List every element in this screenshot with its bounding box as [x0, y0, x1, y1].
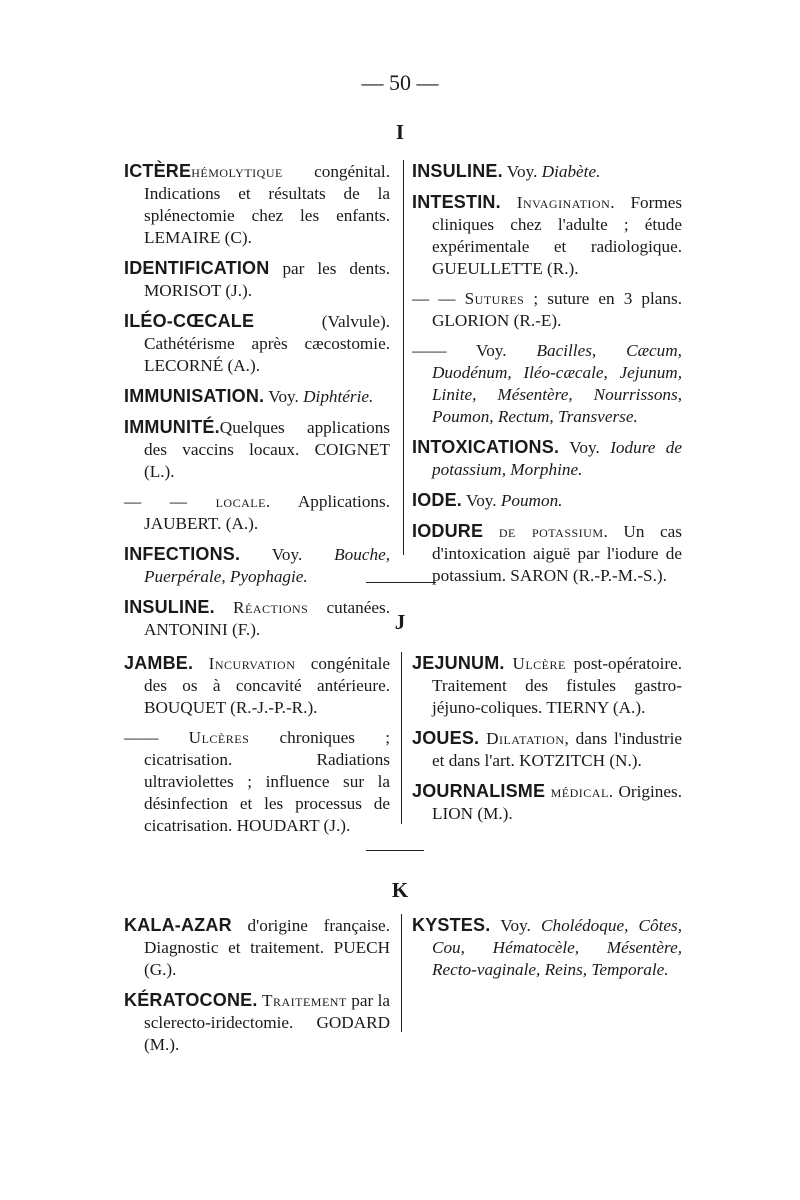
index-entry — [124, 491, 390, 535]
entry-text: par les dents. MORISOT (J.). — [144, 259, 390, 300]
index-entry — [412, 191, 682, 280]
entry-heading: ICTÈRE — [124, 161, 192, 181]
entry-heading: —— — [412, 341, 447, 360]
entry-text: par la sclerecto-iridectomie. GODARD (M.). — [144, 991, 390, 1054]
entry-text: hémolytique — [191, 162, 283, 181]
entry-text: Incurvation — [208, 654, 296, 673]
entry-heading: IODURE — [412, 521, 484, 541]
index-entry — [412, 436, 682, 481]
section-separator — [366, 850, 424, 851]
entry-text: post-opératoire. Traitement des fistules gastro-jéjuno-coliques. TIERNY (A.). — [432, 654, 683, 717]
entry-heading: KALA-AZAR — [124, 915, 232, 935]
section-separator — [366, 582, 436, 583]
entry-heading: INSULINE. — [124, 597, 215, 617]
entry-heading: JOURNALISME — [412, 781, 546, 801]
section-i-right-column — [412, 160, 682, 595]
index-entry — [124, 385, 390, 408]
entry-text: . Formes cliniques chez l'adulte ; étude expérimentale et radiologique. GUEULLETTE (R.). — [432, 193, 683, 278]
entry-text: congénital. Indications et résultats de la splénectomie chez les enfants. LEMAIRE (C). — [144, 162, 390, 247]
entry-heading: ILÉO-CŒCALE — [124, 311, 255, 331]
entry-text: Voy. — [490, 916, 542, 935]
entry-text: , dans l'industrie et dans l'art. KOTZITCH (N.). — [432, 729, 682, 770]
index-entry — [412, 914, 682, 981]
entry-text: locale — [215, 492, 266, 511]
cross-reference: Bacilles, Cæcum, Duodénum, Iléo-cæcale, Jejunum, Linite, Mésentère, Nourrissons, Poumon, Rectum, Transverse. — [432, 341, 682, 426]
section-i-left-column — [124, 160, 390, 649]
entry-text: Dilatation — [486, 729, 565, 748]
entry-text: Voy. — [462, 491, 501, 510]
page-number: — 50 — — [361, 70, 439, 95]
entry-heading: INFECTIONS. — [124, 544, 241, 564]
index-entry — [124, 989, 390, 1056]
cross-reference: Diphtérie. — [303, 387, 374, 406]
cross-reference: Iodure de potassium, Morphine. — [432, 438, 682, 479]
section-letter-i: I — [395, 120, 405, 144]
entry-text — [483, 522, 499, 541]
index-entry — [412, 489, 682, 512]
cross-reference: Bouche, Puerpérale, Pyophagie. — [144, 545, 390, 586]
cross-reference: Cholédoque, Côtes, Cou, Hématocèle, Mésentère, Recto-vaginale, Reins, Temporale. — [432, 916, 682, 979]
section-letter-j: J — [394, 610, 406, 634]
entry-text: congénitale des os à concavité antérieure. BOUQUET (R.-J.-P.-R.). — [144, 654, 390, 717]
entry-heading: INTOXICATIONS. — [412, 437, 560, 457]
entry-text: Voy. — [264, 387, 304, 406]
section-j-right-column — [412, 652, 682, 833]
entry-text: Invagination — [516, 193, 611, 212]
section-k-right-column — [412, 914, 682, 989]
index-entry — [124, 727, 390, 837]
entry-heading: KÉRATOCONE. — [124, 990, 258, 1010]
section-letter-k: K — [391, 878, 409, 902]
index-entry — [412, 652, 682, 719]
index-entry — [124, 652, 390, 719]
entry-text — [455, 289, 464, 308]
index-entry — [124, 160, 390, 249]
entry-text: Ulcère — [512, 654, 566, 673]
index-entry — [124, 543, 390, 588]
entry-text: (Valvule). Cathétérisme après cæcostomie. LECORNÉ (A.). — [144, 312, 390, 375]
index-entry — [412, 340, 682, 428]
section-k-left-column — [124, 914, 390, 1064]
entry-text — [193, 654, 208, 673]
entry-text — [501, 193, 517, 212]
index-entry — [412, 160, 682, 183]
entry-text: Quelques applications des vaccins locaux. COIGNET (L.). — [144, 418, 390, 481]
entry-text: ; suture en 3 plans. GLORION (R.-E). — [432, 289, 683, 330]
entry-heading: INTESTIN. — [412, 192, 501, 212]
entry-text — [187, 492, 216, 511]
index-entry — [412, 288, 682, 332]
entry-text: Voy. — [502, 162, 542, 181]
entry-text: . Origines. LION (M.). — [432, 782, 682, 823]
index-entry — [412, 780, 682, 825]
entry-heading: — — — [412, 289, 456, 308]
index-entry — [412, 727, 682, 772]
entry-text: Voy. — [446, 341, 537, 360]
entry-heading: IODE. — [412, 490, 463, 510]
entry-heading: INSULINE. — [412, 161, 503, 181]
entry-text: médical — [550, 782, 609, 801]
entry-text: chroniques ; cicatrisation. Radiations ultraviolettes ; influence sur la désinfection et les processus de cicatrisation. HOUDART (J.). — [144, 728, 390, 835]
index-entry — [124, 310, 390, 377]
entry-text: d'origine française. Diagnostic et traitement. PUECH (G.). — [144, 916, 390, 979]
entry-text: cutanées. ANTONINI (F.). — [144, 598, 391, 639]
entry-heading: —— — [124, 728, 159, 747]
entry-heading: IDENTIFICATION — [124, 258, 270, 278]
cross-reference: Diabète. — [541, 162, 601, 181]
entry-heading: JAMBE. — [124, 653, 194, 673]
entry-heading: — — — [124, 492, 187, 511]
entry-text: Réactions — [233, 598, 309, 617]
entry-heading: JEJUNUM. — [412, 653, 505, 673]
cross-reference: Poumon. — [500, 491, 563, 510]
entry-text: Ulcères — [188, 728, 250, 747]
entry-heading: JOUES. — [412, 728, 480, 748]
entry-text: de potassium — [498, 522, 604, 541]
index-entry — [412, 520, 682, 587]
column-divider — [403, 160, 404, 555]
entry-text: Voy. — [240, 545, 335, 564]
section-j-left-column — [124, 652, 390, 845]
index-entry — [124, 416, 390, 483]
entry-text: . Un cas d'intoxication aiguë par l'iodure de potassium. SARON (R.-P.-M.-S.). — [432, 522, 682, 585]
column-divider — [401, 652, 402, 824]
entry-text: . Applications. JAUBERT. (A.). — [144, 492, 391, 533]
entry-text — [158, 728, 188, 747]
entry-text: Traitement — [261, 991, 347, 1010]
index-entry — [124, 257, 390, 302]
entry-heading: KYSTES. — [412, 915, 491, 935]
entry-text: Voy. — [559, 438, 611, 457]
entry-text: Sutures — [464, 289, 525, 308]
entry-heading: IMMUNISATION. — [124, 386, 265, 406]
entry-heading: IMMUNITÉ. — [124, 417, 220, 437]
index-entry — [124, 914, 390, 981]
column-divider — [401, 914, 402, 1032]
